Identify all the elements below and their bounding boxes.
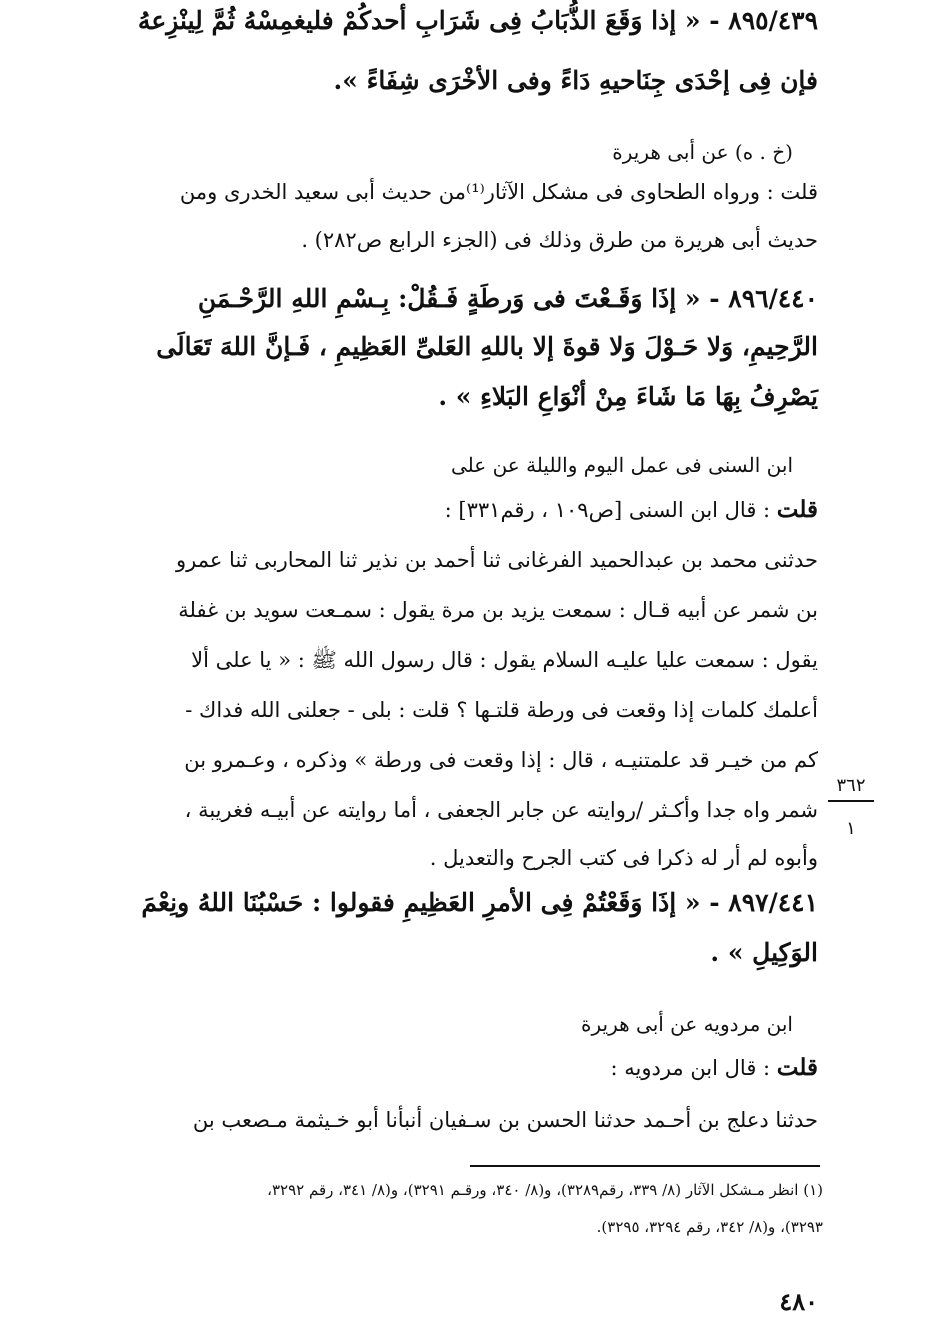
note-896-body-line-6: شمر واه جدا وأكـثر /روايته عن جابر الجعفى ، أما روايته عن أبيـه فغريبة ، — [184, 798, 818, 822]
note-895-line-2: حديث أبى هريرة من طرق وذلك فى (الجزء الرابع ص٢٨٢) . — [301, 228, 818, 252]
source-895: (خ . ه) عن أبى هريرة — [612, 140, 793, 164]
footnote-line-1: (١) انظر مـشكل الآثار (٨/ ٣٣٩، رقم٣٢٨٩)، و(٨/ ٣٤٠، ورقـم ٣٢٩١)، و(٨/ ٣٤١، رقم ٣٢٩٢، — [267, 1181, 823, 1199]
note-896-body-line-5: كم من خيـر قد علمتنيـه ، قال : إذا وقعت فى ورطة » وذكره ، وعـمرو بن — [184, 748, 818, 772]
note-896-body-line-3: يقول : سمعت عليا عليـه السلام يقول : قال رسول الله ﷺ : « يا على ألا — [191, 648, 818, 672]
note-896-body-line-2: بن شمر عن أبيه قـال : سمعت يزيد بن مرة يقول : سمـعت سويد بن غفلة — [178, 598, 818, 622]
note-896-label: قلت — [776, 496, 818, 523]
margin-note-divider — [828, 800, 874, 802]
note-896-body-line-4: أعلمك كلمات إذا وقعت فى ورطة قلتـها ؟ قلت : بلى - جعلنى الله فداك - — [185, 698, 818, 722]
note-896-head-text: : قال ابن السنى [ص١٠٩ ، رقم٣٣١] : — [444, 498, 777, 522]
hadith-897-line-2: الوَكِيلِ » . — [710, 938, 818, 967]
hadith-896-line-2: الرَّحِيمِ، وَلا حَـوْلَ وَلا قوةَ إلا باللهِ العَلىِّ العَظِيمِ ، فَـإنَّ اللهَ تَعَالَى — [156, 332, 818, 361]
margin-note-bottom: ١ — [846, 818, 856, 839]
margin-note-top: ٣٦٢ — [836, 775, 866, 796]
hadith-896-line-3: يَصْرِفُ بِهَا مَا شَاءَ مِنْ أنْوَاعِ البَلاءِ » . — [438, 382, 818, 411]
hadith-896-line-1: ٨٩٦/٤٤٠ - « إذَا وَقَـعْتَ فى وَرطَةٍ فَـقُلْ: بِـسْمِ اللهِ الرَّحْـمَنِ — [197, 284, 818, 313]
source-897: ابن مردويه عن أبى هريرة — [581, 1012, 793, 1036]
footnote-separator — [470, 1165, 820, 1167]
page-number: ٤٨٠ — [779, 1287, 818, 1316]
note-897-head — [610, 1056, 818, 1079]
footnote-line-2: ٣٢٩٣)، و(٨/ ٣٤٢، رقم ٣٢٩٤، ٣٢٩٥). — [596, 1218, 823, 1236]
note-895-line-1: قلت : ورواه الطحاوى فى مشكل الآثار⁽¹⁾من حديث أبى سعيد الخدرى ومن — [179, 180, 818, 204]
note-897-body-line-1: حدثنا دعلج بن أحـمد حدثنا الحسن بن سـفيان أنبأنا أبو خـيثمة مـصعب بن — [192, 1108, 818, 1132]
note-896-head — [445, 498, 818, 521]
note-896-body-line-1: حدثنى محمد بن عبدالحميد الفرغانى ثنا أحمد بن نذير ثنا المحاربى ثنا عمرو — [175, 548, 818, 572]
source-896: ابن السنى فى عمل اليوم والليلة عن على — [450, 453, 793, 477]
hadith-895-line-2: فإن فِى إحْدَى جِنَاحيهِ دَاءً وفى الأخْرَى شِفَاءً ». — [333, 66, 818, 95]
note-896-body-line-7: وأبوه لم أر له ذكرا فى كتب الجرح والتعديل . — [429, 846, 818, 870]
note-897-label: قلت — [776, 1054, 818, 1081]
hadith-895-line-1: ٨٩٥/٤٣٩ - « إذا وَقَعَ الذُّبَابُ فِى شَرَابِ أحدكُمْ فليغمِسْهُ ثُمَّ لِينْزِعهُ — [137, 6, 818, 35]
note-897-head-text: : قال ابن مردويه : — [610, 1056, 777, 1080]
hadith-897-line-1: ٨٩٧/٤٤١ - « إذَا وَقَعْتُمْ فِى الأمرِ العَظِيمِ فقولوا : حَسْبُنَا اللهُ ونِعْمَ — [141, 888, 818, 917]
